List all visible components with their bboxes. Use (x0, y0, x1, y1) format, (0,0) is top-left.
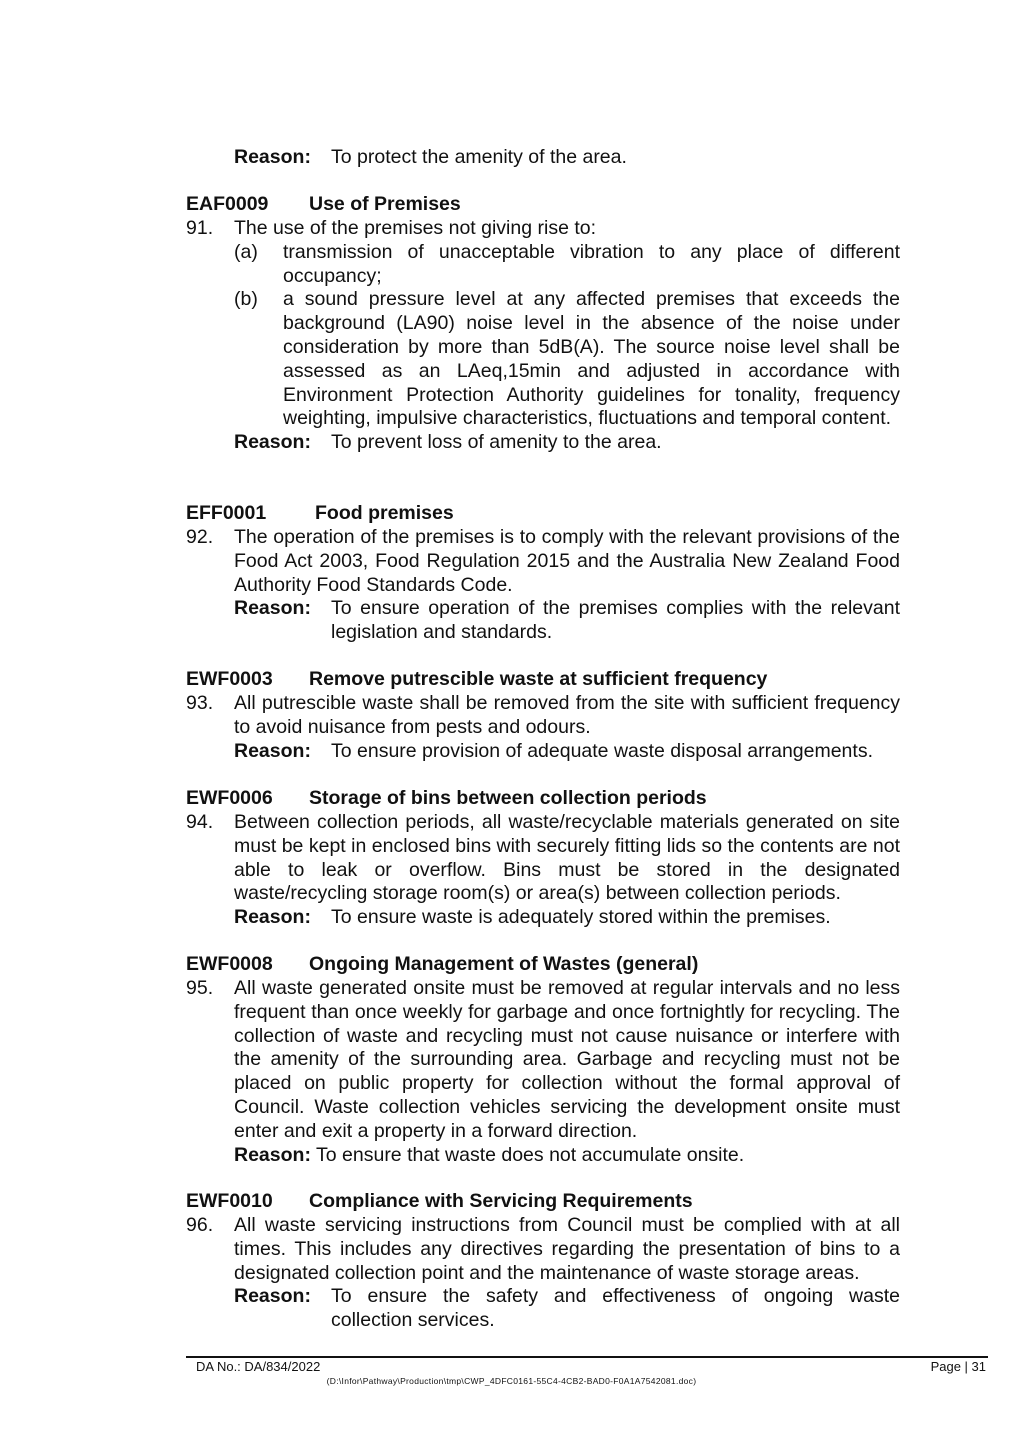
condition-reason (186, 1144, 900, 1168)
condition-title: Compliance with Servicing Requirements (309, 1190, 693, 1212)
condition-reason (186, 1285, 900, 1333)
condition-ewf0006 (186, 787, 900, 930)
condition-number: 92. (186, 526, 214, 548)
reason-text: To protect the amenity of the area. (331, 146, 627, 168)
condition-heading (186, 953, 900, 977)
condition-heading (186, 668, 900, 692)
condition-paragraph (186, 811, 900, 906)
condition-code: EWF0008 (186, 953, 273, 975)
reason-label: Reason: (234, 431, 311, 454)
condition-number: 91. (186, 217, 214, 239)
reason-text: To ensure waste is adequately stored within the premises. (331, 906, 831, 929)
condition-number: 96. (186, 1214, 214, 1236)
condition-title: Ongoing Management of Wastes (general) (309, 953, 699, 975)
condition-reason (186, 740, 900, 764)
condition-title: Use of Premises (309, 193, 461, 215)
reason-label: Reason: (234, 906, 311, 929)
condition-paragraph (186, 217, 900, 241)
top-reason (234, 146, 914, 170)
reason-label: Reason: (234, 739, 311, 762)
condition-text: The operation of the premises is to comply with the relevant provisions of the Food Act 2003, Food Regulation 2015 and the Australia New Zealand Food Authority Food Standards Code. (234, 526, 900, 596)
list-item (186, 241, 900, 289)
list-item-text: a sound pressure level at any affected premises that exceeds the background (LA90) noise level in the absence of the noise under consideration by more than 5dB(A). The source noise level shall be assessed as an LAeq,15min and adjusted in accordance with Environment Protection Authority guidelines for tonality, frequency weighting, impulsive characteristics, fluctuations and temporal content. (283, 288, 900, 430)
condition-code: EWF0003 (186, 668, 273, 690)
condition-paragraph (186, 692, 900, 740)
condition-eff0001 (186, 502, 900, 645)
condition-code: EWF0010 (186, 1190, 273, 1212)
condition-paragraph (186, 526, 900, 597)
condition-code: EAF0009 (186, 193, 269, 215)
footer-file-path: (D:\Infor\Pathway\Production\tmp\CWP_4DFC0161-55C4-4CB2-BAD0-F0A1A7542081.doc) (326, 1376, 697, 1386)
list-item-text: transmission of unacceptable vibration to any place of different occupancy; (283, 240, 900, 287)
list-item-marker: (b) (234, 288, 258, 311)
condition-ewf0008 (186, 953, 900, 1167)
condition-number: 93. (186, 692, 214, 714)
condition-eaf0009 (186, 193, 900, 455)
condition-paragraph (186, 1214, 900, 1285)
condition-title: Remove putrescible waste at sufficient frequency (309, 668, 768, 690)
reason-text: To ensure provision of adequate waste disposal arrangements. (331, 739, 873, 762)
condition-text: The use of the premises not giving rise to: (234, 217, 597, 239)
list-item-marker: (a) (234, 240, 258, 263)
reason-text: To ensure the safety and effectiveness of ongoing waste collection services. (331, 1285, 900, 1332)
condition-text: All waste generated onsite must be removed at regular intervals and no less frequent than once weekly for garbage and once fortnightly for recycling. The collection of waste and recycling must not cause nuisance or interfere with the amenity of the surrounding area. Garbage and recycling must not be placed on public property for collection without the formal approval of Council. Waste collection vehicles servicing the development onsite must enter and exit a property in a forward direction. (234, 977, 900, 1142)
condition-title: Food premises (315, 502, 454, 524)
condition-text: Between collection periods, all waste/recyclable materials generated on site must be kept in enclosed bins with securely fitting lids so the contents are not able to leak or overflow. Bins must be stored in the designated waste/recycling storage room(s) or area(s) between collection periods. (234, 811, 900, 905)
condition-ewf0003 (186, 668, 900, 763)
reason-text: To ensure operation of the premises complies with the relevant legislation and standards. (331, 597, 900, 644)
condition-code: EWF0006 (186, 787, 273, 809)
condition-ewf0010 (186, 1190, 900, 1333)
condition-paragraph (186, 977, 900, 1144)
reason-label: Reason: (234, 1143, 311, 1166)
reason-label: Reason: (234, 597, 311, 620)
condition-reason (186, 906, 900, 930)
condition-text: All waste servicing instructions from Council must be complied with at all times. This includes any directives regarding the presentation of bins to a designated collection point and the maintenance of waste storage areas. (234, 1214, 900, 1284)
reason-label: Reason: (234, 1285, 311, 1308)
reason-text: To ensure that waste does not accumulate onsite. (316, 1143, 745, 1166)
footer-da-number: DA No.: DA/834/2022 (196, 1359, 321, 1374)
condition-reason (186, 597, 900, 645)
condition-number: 95. (186, 977, 214, 999)
reason-line (234, 1144, 900, 1168)
condition-number: 94. (186, 811, 214, 833)
condition-heading (186, 502, 900, 526)
condition-code: EFF0001 (186, 502, 267, 524)
reason-text: To prevent loss of amenity to the area. (331, 431, 662, 454)
condition-heading (186, 787, 900, 811)
list-item (186, 288, 900, 431)
reason-label: Reason: (234, 146, 311, 168)
footer-divider (186, 1356, 988, 1358)
condition-heading (186, 1190, 900, 1214)
condition-heading (186, 193, 900, 217)
footer-page-number: Page | 31 (930, 1359, 986, 1374)
condition-reason (186, 431, 900, 455)
condition-title: Storage of bins between collection periods (309, 787, 707, 809)
condition-text: All putrescible waste shall be removed from the site with sufficient frequency to avoid nuisance from pests and odours. (234, 692, 900, 738)
